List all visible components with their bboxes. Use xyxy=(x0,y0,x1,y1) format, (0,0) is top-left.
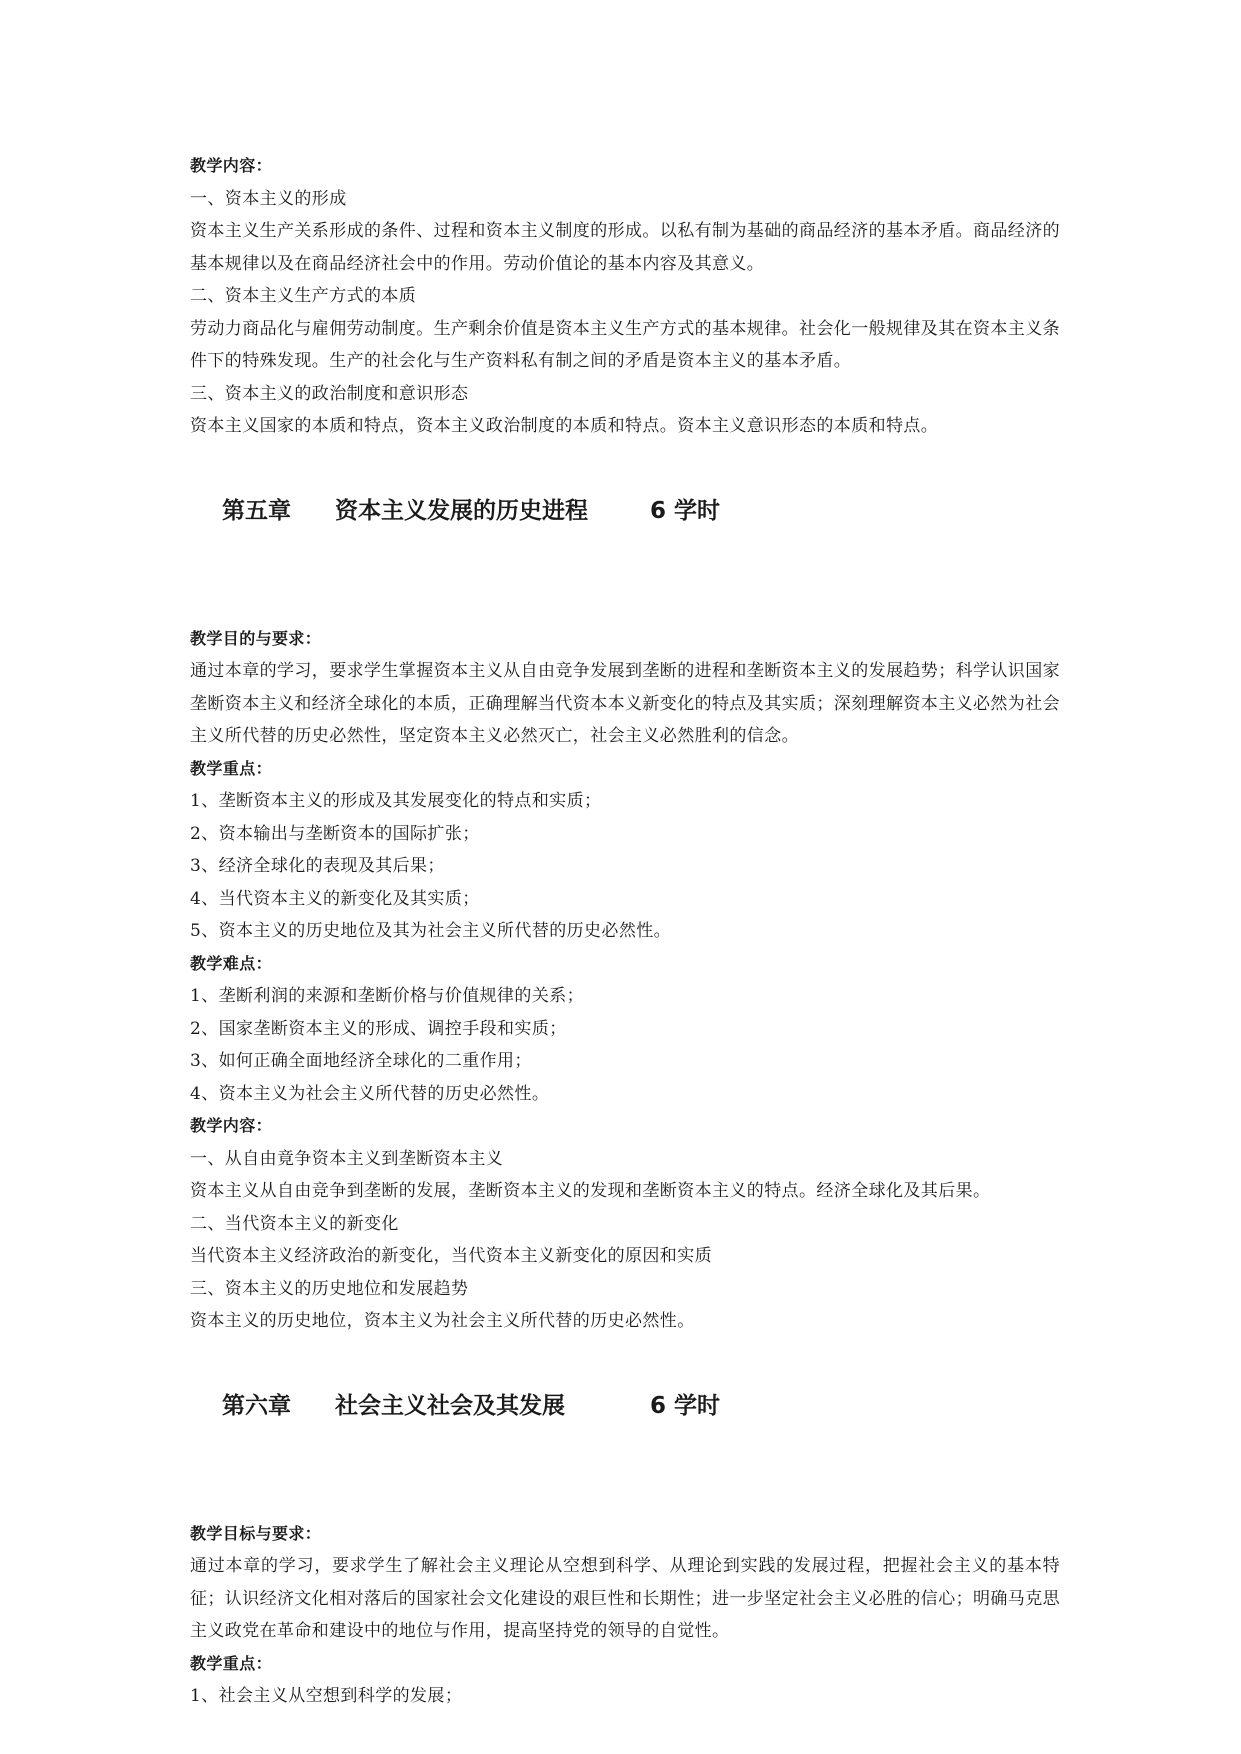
chapter-6-title xyxy=(190,1358,1060,1454)
content-paragraph: 资本主义从自由竞争到垄断的发展，垄断资本主义的发现和垄断资本主义的特点。经济全球化及其后果。 xyxy=(190,1181,991,1201)
chapter-number: 第六章 xyxy=(222,1392,292,1419)
key-point: 2、资本输出与垄断资本的国际扩张； xyxy=(190,823,480,844)
difficult-point: 1、垄断利润的来源和垄断价格与价值规律的关系； xyxy=(190,986,585,1006)
difficult-point: 3、如何正确全面地经济全球化的二重作用； xyxy=(190,1051,532,1071)
key-points-heading: 教学重点： xyxy=(190,1653,273,1673)
chapter-title: 社会主义社会及其发展 xyxy=(335,1392,566,1419)
difficult-point: 2、国家垄断资本主义的形成、调控手段和实质； xyxy=(190,1018,567,1039)
key-points-heading: 教学重点： xyxy=(190,758,273,778)
content-paragraph: 资本主义的历史地位，资本主义为社会主义所代替的历史必然性。 xyxy=(190,1311,695,1331)
key-point: 5、资本主义的历史地位及其为社会主义所代替的历史必然性。 xyxy=(190,921,672,941)
key-point: 1、垄断资本主义的形成及其发展变化的特点和实质； xyxy=(190,791,602,811)
goals-heading: 教学目标与要求： xyxy=(190,1523,322,1543)
content-subheading: 二、资本主义生产方式的本质 xyxy=(190,286,417,306)
chapter-5-title xyxy=(190,463,1060,559)
content-subheading: 三、资本主义的历史地位和发展趋势 xyxy=(190,1278,469,1299)
goals-heading: 教学目的与要求： xyxy=(190,628,322,648)
chapter-number: 第五章 xyxy=(222,497,292,524)
content-paragraph: 资本主义国家的本质和特点，资本主义政治制度的本质和特点。资本主义意识形态的本质和特点。 xyxy=(190,416,939,436)
key-point: 1、社会主义从空想到科学的发展； xyxy=(190,1686,463,1706)
content-heading: 教学内容： xyxy=(190,1116,273,1135)
difficult-point: 4、资本主义为社会主义所代替的历史必然性。 xyxy=(190,1083,550,1104)
content-paragraph: 当代资本主义经济政治的新变化，当代资本主义新变化的原因和实质 xyxy=(190,1246,712,1266)
key-point: 4、当代资本主义的新变化及其实质； xyxy=(190,888,480,909)
key-point: 3、经济全球化的表现及其后果； xyxy=(190,856,445,876)
content-subheading: 二、当代资本主义的新变化 xyxy=(190,1213,399,1234)
content-subheading: 一、资本主义的形成 xyxy=(190,188,347,209)
chapter-hours: 6 学时 xyxy=(650,1392,721,1419)
goals-paragraph: 通过本章的学习，要求学生了解社会主义理论从空想到科学、从理论到实践的发展过程，把握社会主义的基本特征；认识经济文化相对落后的国家社会文化建设的艰巨性和长期性；进一步坚定社会主义必胜的信心；明确马克思主义政党在革命和建设中的地位与作用，提高坚持党的领导的自觉性。 xyxy=(190,1556,1060,1641)
content-subheading: 一、从自由竟争资本主义到垄断资本主义 xyxy=(190,1148,504,1169)
chapter-title: 资本主义发展的历史进程 xyxy=(335,497,589,524)
content-paragraph: 劳动力商品化与雇佣劳动制度。生产剩余价值是资本主义生产方式的基本规律。社会化一般规律及其在资本主义条件下的特殊发现。生产的社会化与生产资料私有制之间的矛盾是资本主义的基本矛盾。 xyxy=(190,318,1060,371)
content-subheading: 三、资本主义的政治制度和意识形态 xyxy=(190,383,469,404)
content-paragraph: 资本主义生产关系形成的条件、过程和资本主义制度的形成。以私有制为基础的商品经济的基本矛盾。商品经济的基本规律以及在商品经济社会中的作用。劳动价值论的基本内容及其意义。 xyxy=(190,221,1060,274)
section-heading-content: 教学内容： xyxy=(190,156,273,175)
document-page xyxy=(190,150,1060,1713)
goals-paragraph: 通过本章的学习，要求学生掌握资本主义从自由竞争发展到垄断的进程和垄断资本主义的发展趋势；科学认识国家垄断资本主义和经济全球化的本质，正确理解当代资本本义新变化的特点及其实质；深刻理解资本主义必然为社会主义所代替的历史必然性，坚定资本主义必然灭亡，社会主义必然胜利的信念。 xyxy=(190,661,1060,746)
difficult-points-heading: 教学难点： xyxy=(190,953,273,973)
chapter-hours: 6 学时 xyxy=(650,497,721,524)
